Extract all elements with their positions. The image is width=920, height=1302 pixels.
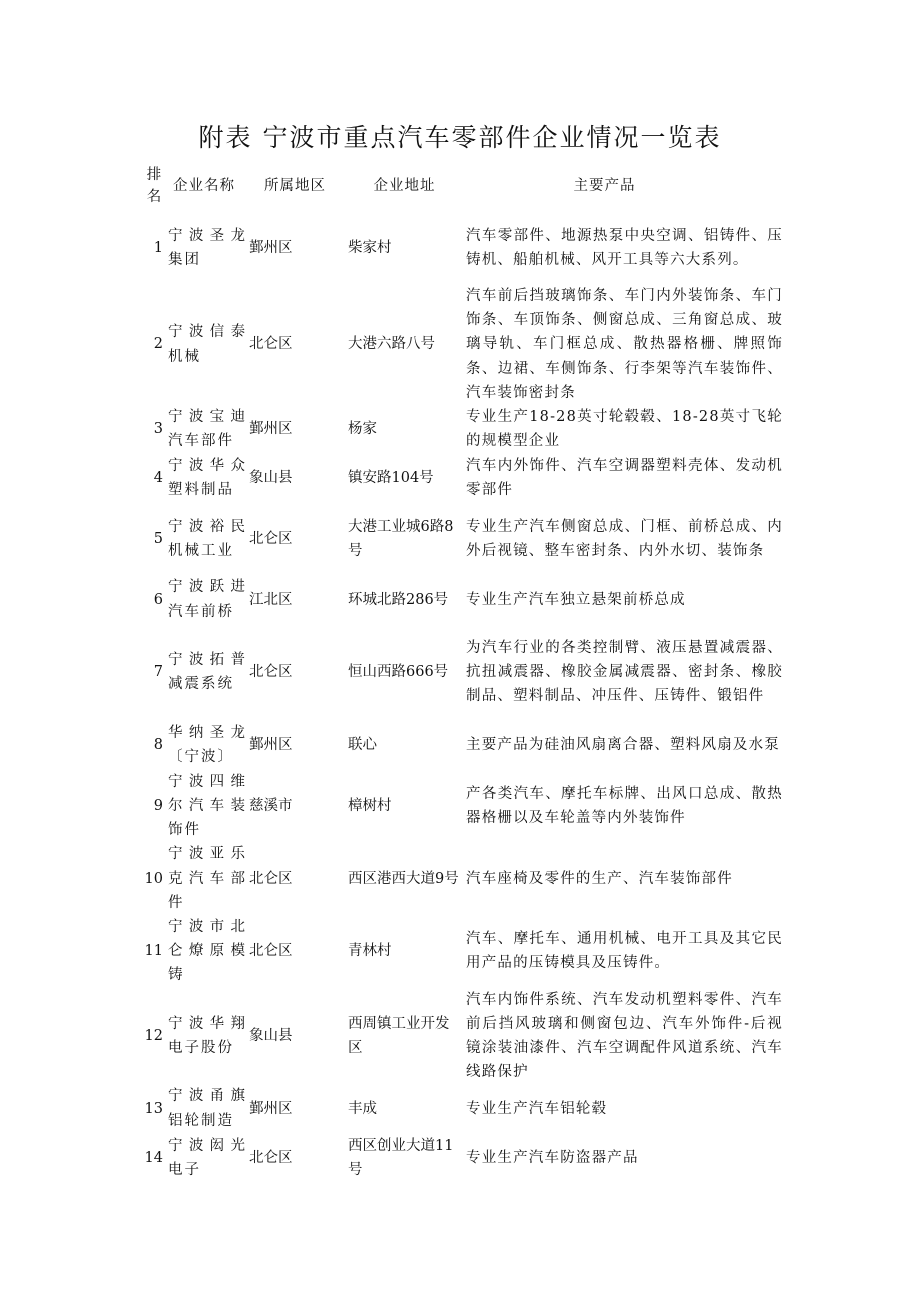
row-area: 北仑区	[249, 943, 293, 960]
table-row	[143, 842, 783, 915]
row-company-name: 华纳圣龙〔宁波〕	[168, 724, 247, 765]
row-company-name: 宁波闳光电子	[168, 1137, 247, 1178]
row-rank: 12	[144, 1027, 163, 1044]
row-company-name: 宁波信泰机械	[168, 324, 247, 365]
row-company-name: 宁波圣龙集团	[168, 227, 247, 268]
row-rank: 2	[153, 336, 163, 353]
row-products: 专业生产18-28英寸轮毂毂、18-28英寸飞轮的规模型企业	[466, 409, 783, 450]
table-row	[143, 405, 783, 453]
table-row	[143, 503, 783, 575]
enterprise-table	[143, 160, 783, 1183]
row-area: 象山县	[249, 1027, 293, 1044]
row-products: 专业生产汽车铝轮毂	[466, 1100, 608, 1117]
row-rank: 14	[144, 1149, 163, 1166]
table-header-row	[143, 160, 783, 212]
row-products: 汽车座椅及零件的生产、汽车装饰部件	[466, 870, 733, 887]
row-address: 樟树村	[348, 798, 392, 815]
header-address: 企业地址	[373, 177, 436, 194]
row-products: 汽车内外饰件、汽车空调器塑料壳体、发动机零部件	[466, 458, 783, 499]
row-company-name: 宁波宝迪汽车部件	[168, 409, 247, 450]
row-products: 产各类汽车、摩托车标牌、出风口总成、散热器格栅以及车轮盖等内外装饰件	[466, 785, 783, 827]
row-company-name: 宁波甬旗铝轮制造	[168, 1088, 247, 1129]
row-area: 北仑区	[249, 870, 293, 887]
row-company-name: 宁波亚乐克汽车部件	[168, 846, 247, 911]
table-row	[143, 624, 783, 720]
row-address: 联心	[348, 736, 377, 753]
row-area: 北仑区	[249, 663, 293, 680]
row-products: 专业生产汽车侧窗总成、门框、前桥总成、内外后视镜、整车密封条、内外水切、装饰条	[466, 519, 783, 560]
row-address: 恒山西路666号	[348, 663, 449, 680]
row-address: 西周镇工业开发区	[348, 1015, 450, 1057]
row-rank: 10	[144, 870, 163, 887]
row-company-name: 宁波华翔电子股份	[168, 1015, 247, 1057]
row-rank: 13	[144, 1100, 163, 1117]
row-rank: 8	[153, 736, 163, 753]
row-area: 鄞州区	[249, 239, 293, 256]
row-rank: 3	[153, 421, 163, 438]
row-company-name: 宁波四维尔汽车装饰件	[168, 773, 247, 839]
page-title: 附表 宁波市重点汽车零部件企业情况一览表	[198, 123, 722, 152]
row-products: 为汽车行业的各类控制臂、液压悬置减震器、抗扭减震器、橡胶金属减震器、密封条、橡胶制品、塑料制品、冲压件、压铸件、锻铝件	[466, 639, 783, 704]
table-row	[143, 1133, 783, 1183]
row-area: 鄞州区	[249, 1100, 293, 1117]
row-address: 镇安路104号	[348, 470, 434, 487]
row-rank: 11	[144, 943, 163, 960]
table-row	[143, 575, 783, 623]
row-rank: 6	[153, 591, 163, 608]
row-area: 北仑区	[249, 1149, 293, 1166]
row-address: 青林村	[348, 943, 392, 960]
row-area: 北仑区	[249, 336, 293, 353]
table-row	[143, 988, 783, 1085]
row-company-name: 宁波裕民机械工业	[168, 519, 247, 560]
row-products: 汽车内饰件系统、汽车发动机塑料零件、汽车前后挡风玻璃和侧窗包边、汽车外饰件-后视镜涂装油漆件、汽车空调配件风道系统、汽车线路保护	[466, 991, 783, 1081]
row-rank: 5	[153, 531, 163, 548]
row-area: 江北区	[249, 591, 293, 608]
row-company-name: 宁波市北仑燎原模铸	[168, 919, 247, 984]
table-row	[143, 453, 783, 503]
row-address: 丰成	[348, 1100, 377, 1117]
row-products: 汽车零部件、地源热泵中央空调、铝铸件、压铸机、船舶机械、风开工具等六大系列。	[466, 227, 783, 268]
row-address: 西区创业大道11号	[348, 1137, 454, 1178]
row-products: 专业生产汽车防盗器产品	[466, 1149, 639, 1166]
table-row	[143, 915, 783, 988]
row-products: 专业生产汽车独立悬架前桥总成	[466, 591, 686, 608]
row-area: 慈溪市	[249, 798, 293, 815]
row-area: 鄞州区	[249, 736, 293, 753]
table-row	[143, 720, 783, 770]
row-company-name: 宁波拓普减震系统	[168, 651, 247, 692]
row-area: 北仑区	[249, 531, 293, 548]
row-products: 主要产品为硅油风扇离合器、塑料风扇及水泵	[466, 736, 780, 753]
header-name: 企业名称	[173, 177, 235, 194]
table-row	[143, 284, 783, 405]
table-row	[143, 770, 783, 843]
row-area: 鄞州区	[249, 421, 293, 438]
table-row	[143, 212, 783, 284]
row-area: 象山县	[249, 470, 293, 487]
row-rank: 7	[153, 663, 163, 680]
row-rank: 1	[153, 239, 163, 256]
header-products: 主要产品	[573, 177, 636, 194]
header-rank: 排名	[146, 167, 162, 205]
row-address: 西区港西大道9号	[348, 870, 459, 887]
row-products: 汽车、摩托车、通用机械、电开工具及其它民用产品的压铸模具及压铸件。	[466, 931, 783, 972]
row-address: 柴家村	[348, 239, 392, 256]
row-company-name: 宁波跃进汽车前桥	[168, 579, 247, 620]
row-rank: 9	[153, 798, 163, 815]
row-address: 大港六路八号	[348, 336, 435, 353]
row-company-name: 宁波华众塑料制品	[168, 458, 247, 499]
table-row	[143, 1084, 783, 1132]
header-area: 所属地区	[264, 177, 326, 194]
row-rank: 4	[153, 470, 163, 487]
row-address: 杨家	[348, 421, 377, 438]
row-products: 汽车前后挡玻璃饰条、车门内外装饰条、车门饰条、车顶饰条、侧窗总成、三角窗总成、玻璃导轨、车门框总成、散热器格栅、牌照饰条、边裙、车侧饰条、行李架等汽车装饰件、汽车装饰密封条	[466, 288, 783, 401]
row-address: 大港工业城6路8号	[348, 519, 454, 560]
row-address: 环城北路286号	[348, 591, 449, 608]
